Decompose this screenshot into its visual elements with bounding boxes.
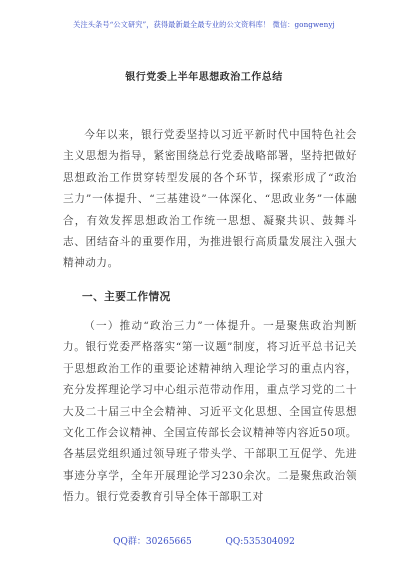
document-title: 银行党委上半年思想政治工作总结	[125, 72, 283, 83]
body-paragraph: （一）推动“政治三力”一体提升。一是聚焦政治判断力。银行党委严格落实“第一议题”制度，将习近平总书记关于思想政治工作的重要论述精神纳入理论学习的重点内容，充分发挥理论学习中心组示范带动作用，重点学习党的二十大及二十届三中全会精神、习近平文化思想、全国宣传思想文化工作会议精神、全国宣传部长会议精神等内容近50项。各基层党组织通过领导班子带头学、干部职工互促学、先进事迹分享学，全年开展理论学习230余次。二是聚焦政治领悟力。银行党委教育引导全体干部职工对	[63, 320, 357, 504]
qq-number-text: QQ:535304092	[225, 537, 295, 547]
header-promo-note: 关注头条号“公文研究”，获得最新最全最专业的公文资料库！ 微信：gongwenyj	[73, 20, 335, 29]
qq-group-text: QQ群：30265665	[113, 537, 192, 547]
footer-contact	[0, 534, 408, 547]
intro-paragraph: 今年以来，银行党委坚持以习近平新时代中国特色社会主义思想为指导，紧密围绕总行党委战略部署，坚持把做好思想政治工作贯穿转型发展的各个环节，探索形成了“政治三力”一体提升、“三基建设”一体深化、“思政业务”一体融合，有效发挥思想政治工作统一思想、凝聚共识、鼓舞斗志、团结奋斗的重要作用，为推进银行高质量发展注入强大精神动力。	[63, 129, 357, 270]
section-heading: 一、主要工作情况	[82, 291, 171, 303]
